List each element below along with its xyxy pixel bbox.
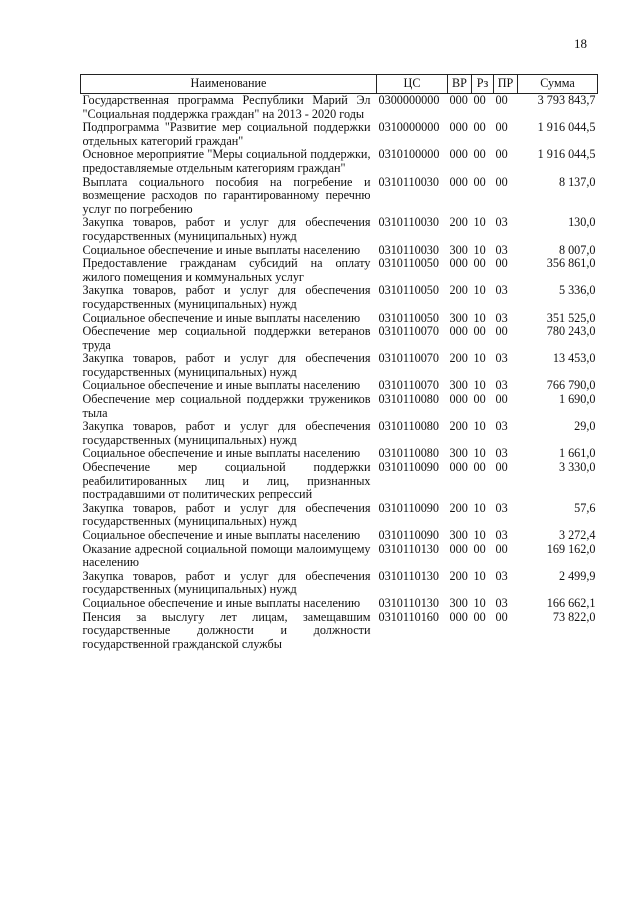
row-cs-cell: 0310110130 [378, 595, 439, 610]
table-row [81, 597, 598, 611]
row-name-cell: Основное мероприятие "Меры социальной поддержки, предоставляемые отдельным категориям граждан" [82, 147, 371, 175]
row-vr-cell: 000 [449, 609, 468, 624]
row-cs-cell: 0310110080 [378, 419, 439, 434]
row-cs-cell: 0310110070 [378, 351, 439, 366]
row-cs-cell: 0310110030 [378, 215, 439, 230]
row-rz-cell: 00 [473, 174, 486, 189]
row-name-cell: Обеспечение мер социальной поддержки реабилитированных лиц и лиц, признанных пострадавшими от политических репрессий [82, 460, 371, 502]
row-name-cell: Социальное обеспечение и иные выплаты населению [82, 310, 361, 325]
row-rz-cell: 00 [473, 256, 486, 271]
row-cs-cell: 0310110050 [378, 256, 439, 271]
row-pr-cell: 00 [495, 460, 508, 475]
row-name-cell: Закупка товаров, работ и услуг для обеспечения государственных (муниципальных) нужд [82, 419, 371, 447]
row-vr-cell: 000 [449, 120, 468, 135]
row-sum-cell: 3 272,4 [558, 528, 596, 542]
row-cs-cell: 0310110070 [378, 324, 439, 339]
table-row [81, 529, 598, 543]
row-rz-cell: 10 [473, 595, 486, 610]
row-sum-cell: 73 822,0 [552, 609, 596, 624]
row-rz-cell: 00 [473, 392, 486, 407]
table-row [81, 420, 598, 447]
row-vr-cell: 300 [449, 310, 468, 325]
row-sum-cell: 1 690,0 [558, 392, 596, 407]
row-cs-cell: 0310110030 [378, 242, 439, 257]
row-name-cell: Социальное обеспечение и иные выплаты населению [82, 528, 361, 542]
row-sum-cell: 3 793 843,7 [537, 93, 596, 107]
row-vr-cell: 200 [449, 500, 468, 515]
row-rz-cell: 00 [473, 93, 486, 107]
row-name-cell: Закупка товаров, работ и услуг для обеспечения государственных (муниципальных) нужд [82, 215, 371, 243]
row-cs-cell: 0300000000 [378, 93, 440, 107]
row-vr-cell: 000 [449, 256, 468, 271]
row-cs-cell: 0310000000 [378, 120, 440, 135]
row-pr-cell: 00 [495, 324, 508, 339]
page-number: 18 [574, 36, 587, 51]
row-pr-cell: 03 [495, 500, 508, 515]
table-row [81, 121, 598, 148]
table-row [81, 148, 598, 175]
header-sum: Сумма [518, 75, 598, 94]
header-pr: ПР [494, 75, 518, 94]
row-rz-cell: 00 [473, 541, 486, 556]
row-pr-cell: 00 [495, 147, 508, 162]
table-row [81, 461, 598, 502]
row-name-cell: Обеспечение мер социальной поддержки ветеранов труда [82, 324, 371, 352]
table-row [81, 325, 598, 352]
row-vr-cell: 200 [449, 419, 468, 434]
row-cs-cell: 0310110050 [378, 283, 439, 298]
row-pr-cell: 03 [495, 283, 508, 298]
row-cs-cell: 0310110130 [378, 541, 439, 556]
row-sum-cell: 2 499,9 [558, 568, 596, 583]
table-row [81, 284, 598, 311]
row-rz-cell: 10 [473, 446, 486, 461]
table-row [81, 543, 598, 570]
row-pr-cell: 00 [495, 541, 508, 556]
table-row [81, 257, 598, 284]
row-pr-cell: 00 [495, 120, 508, 135]
table-row [81, 94, 598, 122]
table-header [81, 75, 598, 94]
row-name-cell: Социальное обеспечение и иные выплаты населению [82, 446, 361, 461]
row-name-cell: Социальное обеспечение и иные выплаты населению [82, 242, 361, 257]
row-rz-cell: 10 [473, 419, 486, 434]
row-rz-cell: 10 [473, 528, 486, 542]
row-pr-cell: 03 [495, 351, 508, 366]
row-sum-cell: 351 525,0 [546, 310, 596, 325]
row-sum-cell: 766 790,0 [546, 378, 596, 393]
row-vr-cell: 300 [449, 595, 468, 610]
table-row [81, 244, 598, 258]
row-name-cell: Социальное обеспечение и иные выплаты населению [82, 595, 361, 610]
row-pr-cell: 00 [495, 93, 508, 107]
row-sum-cell: 8 137,0 [558, 174, 596, 189]
row-vr-cell: 000 [449, 541, 468, 556]
row-sum-cell: 166 662,1 [546, 595, 596, 610]
row-vr-cell: 200 [449, 283, 468, 298]
header-vr: ВР [448, 75, 472, 94]
row-pr-cell: 03 [495, 378, 508, 393]
row-pr-cell: 03 [495, 528, 508, 542]
row-pr-cell: 00 [495, 256, 508, 271]
row-rz-cell: 10 [473, 283, 486, 298]
row-rz-cell: 00 [473, 120, 486, 135]
row-vr-cell: 000 [449, 174, 468, 189]
row-sum-cell: 1 661,0 [558, 446, 596, 461]
row-rz-cell: 10 [473, 215, 486, 230]
row-pr-cell: 03 [495, 310, 508, 325]
budget-table [80, 74, 598, 651]
row-vr-cell: 300 [449, 446, 468, 461]
table-row [81, 216, 598, 243]
row-pr-cell: 00 [495, 609, 508, 624]
row-vr-cell: 000 [449, 392, 468, 407]
table-row [81, 312, 598, 326]
row-cs-cell: 0310110080 [378, 446, 439, 461]
table-row [81, 447, 598, 461]
row-pr-cell: 00 [495, 392, 508, 407]
row-rz-cell: 10 [473, 310, 486, 325]
row-name-cell: Обеспечение мер социальной поддержки тружеников тыла [82, 392, 371, 420]
table-row [81, 393, 598, 420]
row-pr-cell: 03 [495, 419, 508, 434]
table-row [81, 379, 598, 393]
row-cs-cell: 0310110050 [378, 310, 439, 325]
row-sum-cell: 3 330,0 [558, 460, 596, 475]
row-sum-cell: 1 916 044,5 [537, 120, 596, 135]
row-cs-cell: 0310110070 [378, 378, 439, 393]
row-vr-cell: 000 [449, 147, 468, 162]
row-name-cell: Подпрограмма "Развитие мер социальной поддержки отдельных категорий граждан" [82, 120, 371, 148]
row-pr-cell: 03 [495, 595, 508, 610]
row-cs-cell: 0310110090 [378, 460, 439, 475]
row-rz-cell: 00 [473, 460, 486, 475]
table-row [81, 502, 598, 529]
row-rz-cell: 00 [473, 324, 486, 339]
row-rz-cell: 10 [473, 568, 486, 583]
table-body [81, 94, 598, 652]
row-cs-cell: 0310110130 [378, 568, 439, 583]
table-row [81, 570, 598, 597]
header-rz: Рз [472, 75, 494, 94]
row-sum-cell: 130,0 [568, 215, 596, 230]
table-row [81, 176, 598, 217]
row-rz-cell: 10 [473, 378, 486, 393]
row-name-cell: Социальное обеспечение и иные выплаты населению [82, 378, 361, 393]
table-row [81, 352, 598, 379]
row-sum-cell: 29,0 [574, 419, 596, 434]
row-name-cell: Пенсия за выслугу лет лицам, замещавшим государственные должности и должности государственной гражданской службы [82, 609, 371, 651]
row-cs-cell: 0310110090 [378, 528, 439, 542]
row-vr-cell: 300 [449, 528, 468, 542]
row-rz-cell: 10 [473, 500, 486, 515]
row-cs-cell: 0310110160 [378, 609, 439, 624]
row-pr-cell: 03 [495, 215, 508, 230]
row-pr-cell: 00 [495, 174, 508, 189]
row-sum-cell: 8 007,0 [558, 242, 596, 257]
row-name-cell: Оказание адресной социальной помощи малоимущему населению [82, 541, 371, 570]
row-name-cell: Закупка товаров, работ и услуг для обеспечения государственных (муниципальных) нужд [82, 500, 371, 529]
row-rz-cell: 10 [473, 351, 486, 366]
row-cs-cell: 0310100000 [378, 147, 440, 162]
row-rz-cell: 10 [473, 242, 486, 257]
row-sum-cell: 57,6 [574, 500, 596, 515]
row-cs-cell: 0310110080 [378, 392, 439, 407]
row-name-cell: Государственная программа Республики Марий Эл "Социальная поддержка граждан" на 2013 - 2020 годы [82, 93, 371, 121]
table-row [81, 611, 598, 652]
row-rz-cell: 00 [473, 609, 486, 624]
row-pr-cell: 03 [495, 446, 508, 461]
row-sum-cell: 1 916 044,5 [537, 147, 596, 162]
row-vr-cell: 200 [449, 568, 468, 583]
row-vr-cell: 200 [449, 351, 468, 366]
row-sum-cell: 5 336,0 [558, 283, 596, 298]
row-name-cell: Предоставление гражданам субсидий на оплату жилого помещения и коммунальных услуг [82, 256, 371, 284]
row-sum-cell: 780 243,0 [546, 324, 596, 339]
row-name-cell: Закупка товаров, работ и услуг для обеспечения государственных (муниципальных) нужд [82, 351, 371, 379]
row-name-cell: Закупка товаров, работ и услуг для обеспечения государственных (муниципальных) нужд [82, 568, 371, 597]
row-name-cell: Выплата социального пособия на погребение и возмещение расходов по гарантированному перечню услуг по погребению [82, 174, 371, 216]
row-vr-cell: 200 [449, 215, 468, 230]
row-cs-cell: 0310110030 [378, 174, 439, 189]
row-pr-cell: 03 [495, 242, 508, 257]
row-vr-cell: 300 [449, 378, 468, 393]
header-cs: ЦС [377, 75, 448, 94]
row-pr-cell: 03 [495, 568, 508, 583]
row-vr-cell: 300 [449, 242, 468, 257]
row-rz-cell: 00 [473, 147, 486, 162]
row-sum-cell: 169 162,0 [546, 541, 596, 556]
row-vr-cell: 000 [449, 460, 468, 475]
row-sum-cell: 13 453,0 [552, 351, 596, 366]
row-name-cell: Закупка товаров, работ и услуг для обеспечения государственных (муниципальных) нужд [82, 283, 371, 311]
row-cs-cell: 0310110090 [378, 500, 439, 515]
header-name: Наименование [81, 75, 377, 94]
row-sum-cell: 356 861,0 [546, 256, 596, 271]
row-vr-cell: 000 [449, 324, 468, 339]
row-vr-cell: 000 [449, 93, 468, 107]
